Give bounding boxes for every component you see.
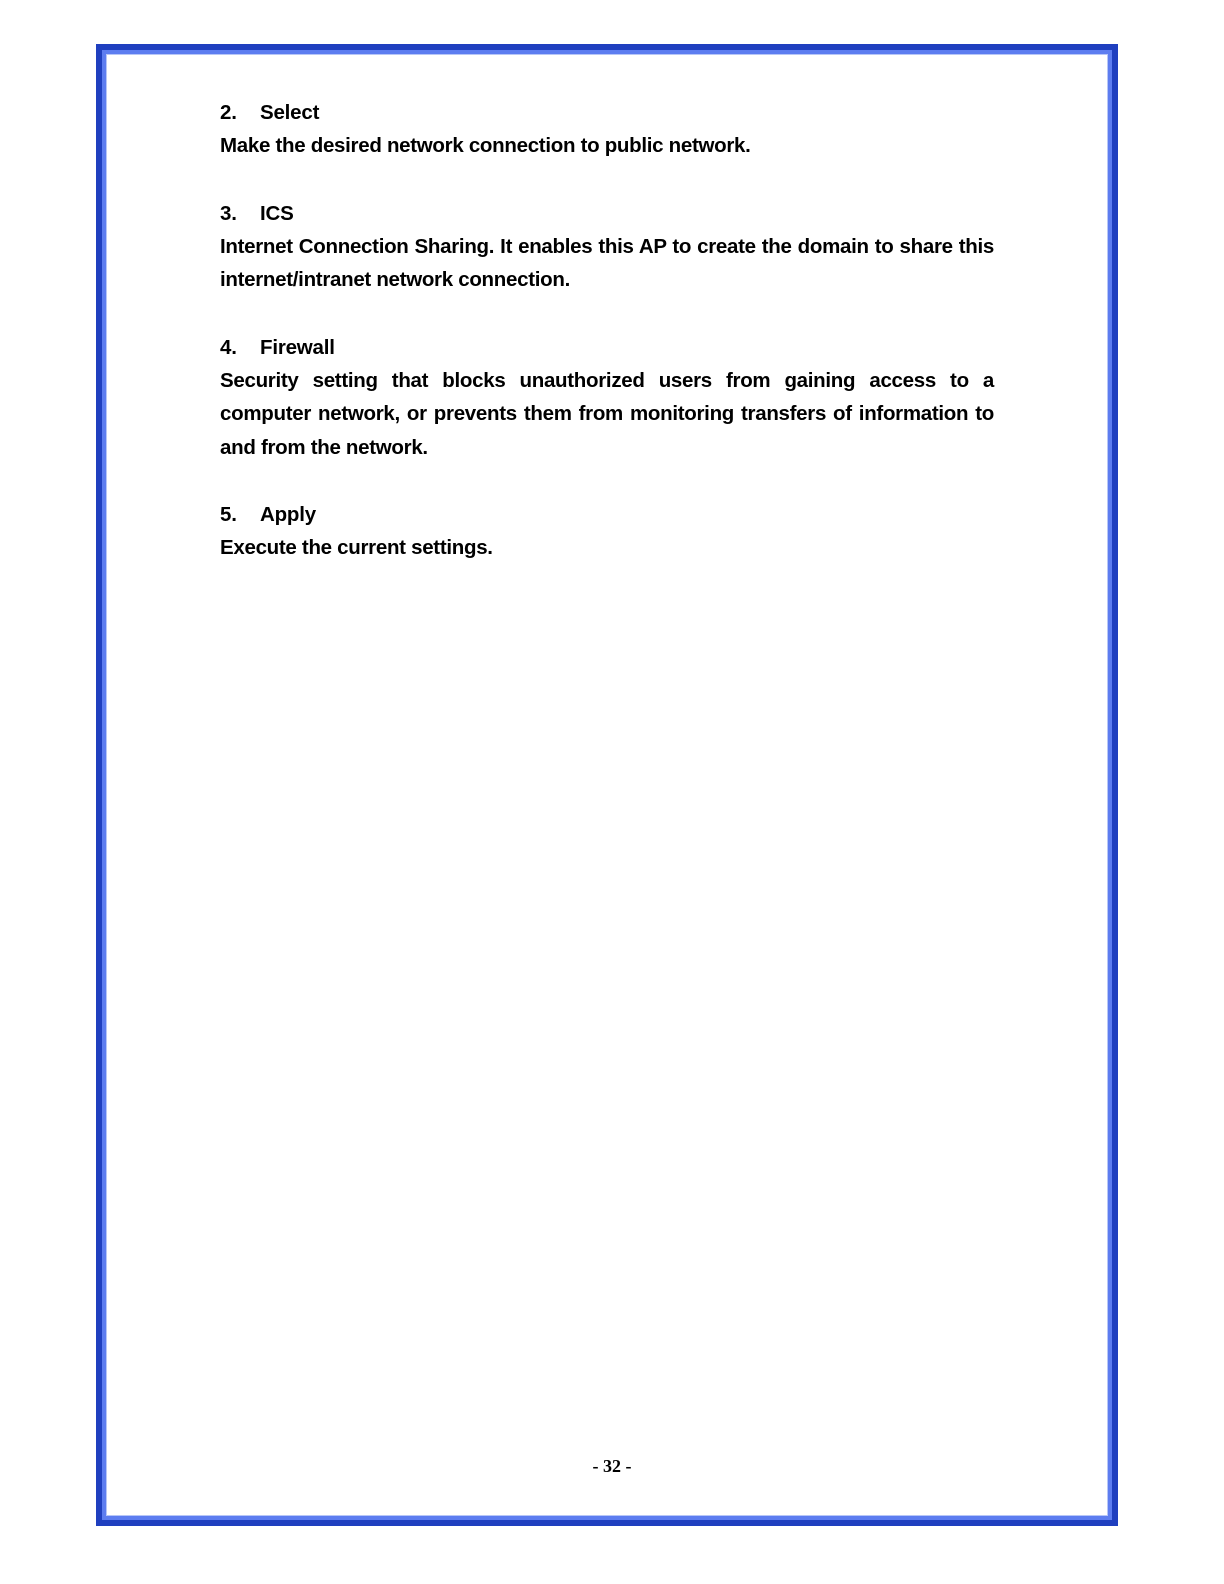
section-select (220, 96, 994, 163)
section-firewall (220, 331, 994, 465)
section-number: 3. (220, 201, 237, 225)
section-title: Firewall (260, 335, 335, 359)
section-heading (220, 197, 994, 230)
section-body: Make the desired network connection to public network. (220, 134, 751, 157)
section-heading (220, 331, 994, 364)
section-number: 5. (220, 503, 237, 526)
section-ics (220, 197, 994, 297)
section-number: 2. (220, 101, 237, 124)
section-title: Apply (260, 503, 316, 526)
section-apply (220, 498, 994, 565)
section-title: Select (260, 101, 320, 124)
section-body: Execute the current settings. (220, 536, 493, 559)
section-title: ICS (260, 201, 294, 225)
section-number: 4. (220, 335, 237, 359)
section-heading (220, 498, 994, 531)
page-content (220, 96, 994, 599)
section-body: Internet Connection Sharing. It enables this AP to create the domain to share this internet/intranet network connection. (220, 234, 994, 291)
section-body: Security setting that blocks unauthorized users from gaining access to a computer network, or prevents them from monitoring transfers of information to and from the network. (220, 368, 994, 459)
page-number: - 32 - (592, 1456, 632, 1476)
section-heading (220, 96, 994, 129)
